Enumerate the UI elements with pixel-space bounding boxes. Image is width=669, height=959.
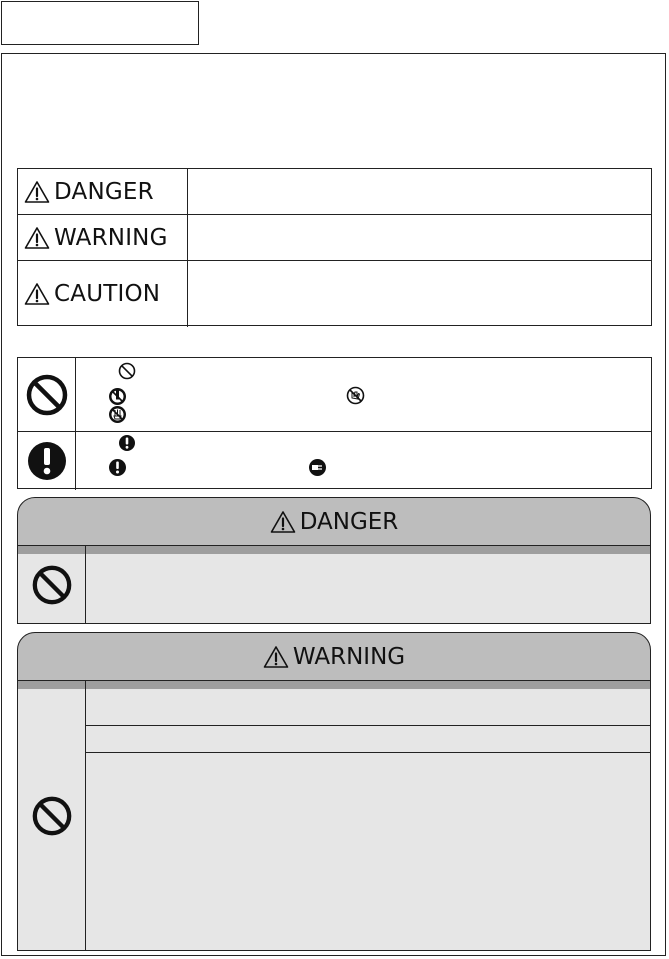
warning-triangle-icon: [24, 180, 50, 204]
warning-panel-header: [17, 632, 651, 681]
symbol-legend-table: [17, 357, 652, 489]
warning-triangle-icon: [263, 645, 289, 669]
signal-word-danger: DANGER: [54, 178, 154, 205]
prohibited-icon: [25, 373, 69, 417]
mandatory-action-icon: [118, 434, 136, 452]
warning-panel-body: [17, 681, 651, 951]
prohibited-icon: [118, 362, 136, 380]
signal-label-caution: [18, 261, 188, 327]
signal-word-caution: CAUTION: [54, 281, 161, 307]
mandatory-action-icon: [108, 458, 127, 477]
warning-triangle-icon: [24, 226, 50, 250]
warning-panel-title: WARNING: [292, 643, 406, 670]
signal-label-warning: [18, 215, 188, 260]
danger-panel: [17, 497, 651, 624]
no-water-icon: [108, 405, 127, 424]
signal-row-danger: [18, 169, 651, 215]
signal-row-caution: [18, 261, 651, 327]
prohibited-icon: [31, 795, 73, 837]
mandatory-action-icon: [25, 439, 69, 483]
prohibited-icon: [31, 564, 73, 606]
title-box: [1, 1, 199, 45]
signal-label-danger: [18, 169, 188, 214]
warning-triangle-icon: [24, 282, 50, 306]
warning-panel: [17, 632, 651, 951]
signal-word-warning: WARNING: [54, 224, 168, 251]
warning-triangle-icon: [270, 510, 296, 534]
no-disassemble-icon: [108, 387, 127, 406]
signal-row-warning: [18, 215, 651, 261]
danger-panel-header: [17, 497, 651, 546]
danger-panel-body: [17, 546, 651, 624]
warning-row-divider: [86, 752, 650, 753]
symbol-row-mandatory: [18, 432, 651, 490]
unplug-icon: [308, 458, 327, 477]
danger-panel-title: DANGER: [299, 508, 399, 535]
warning-row-divider: [86, 725, 650, 726]
signal-word-table: [17, 168, 652, 326]
symbol-row-prohibition: [18, 358, 651, 432]
no-wet-hands-icon: [346, 386, 365, 405]
